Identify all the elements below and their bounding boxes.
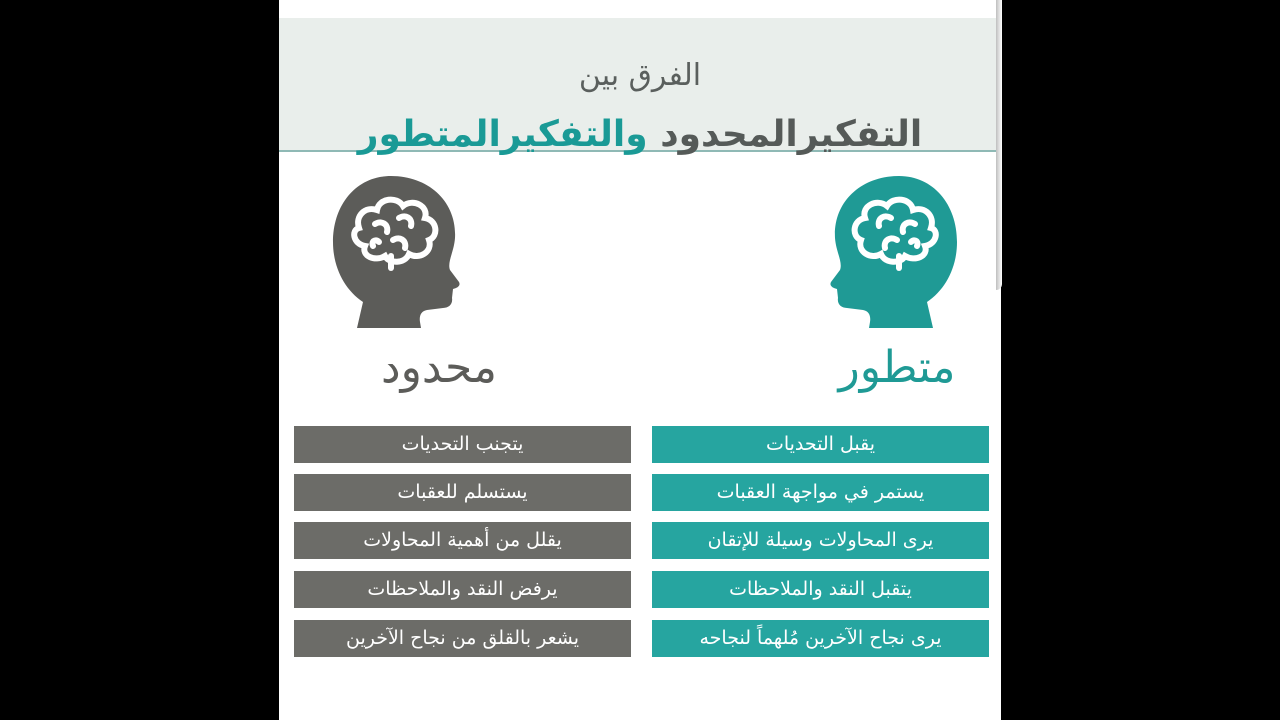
limited-row: يشعر بالقلق من نجاح الآخرين	[294, 620, 631, 657]
developed-row: يرى نجاح الآخرين مُلهماً لنجاحه	[652, 620, 989, 657]
limited-row: يستسلم للعقبات	[294, 474, 631, 511]
developed-row: يقبل التحديات	[652, 426, 989, 463]
head-brain-icon	[821, 170, 971, 330]
limited-row: يتجنب التحديات	[294, 426, 631, 463]
title-developed-part: والتفكيرالمتطور	[357, 114, 648, 155]
limited-column-label: محدود	[381, 342, 497, 393]
infographic-card	[279, 0, 1001, 720]
developed-row: يرى المحاولات وسيلة للإتقان	[652, 522, 989, 559]
head-brain-icon	[319, 170, 469, 330]
limited-row: يرفض النقد والملاحظات	[294, 571, 631, 608]
header-banner	[279, 18, 1001, 155]
developed-column-label: متطور	[838, 342, 956, 393]
title-line-1: الفرق بين	[578, 58, 702, 93]
developed-row: يتقبل النقد والملاحظات	[652, 571, 989, 608]
limited-row: يقلل من أهمية المحاولات	[294, 522, 631, 559]
page-curl-shadow	[996, 0, 1002, 290]
title-limited-part: التفكيرالمحدود	[647, 114, 923, 155]
developed-row: يستمر في مواجهة العقبات	[652, 474, 989, 511]
title-line-2	[279, 114, 1001, 155]
